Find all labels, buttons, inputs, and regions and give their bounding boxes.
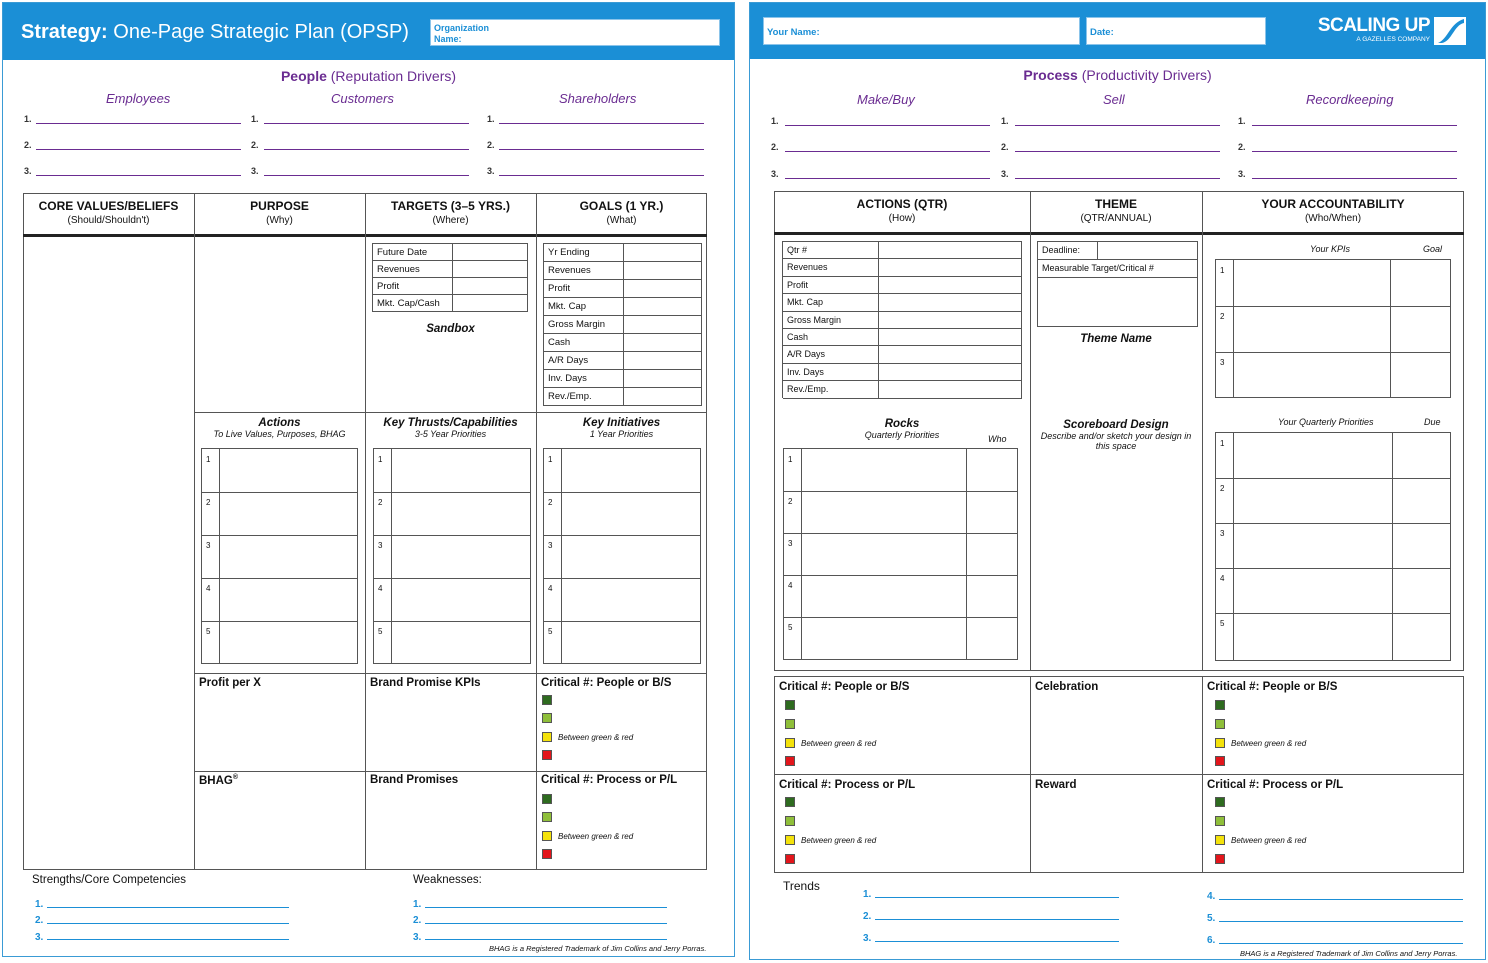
org-name-field[interactable]: Organization Name: bbox=[430, 19, 720, 46]
status-red[interactable] bbox=[542, 849, 552, 859]
process-num: 1. bbox=[1238, 116, 1246, 126]
row-number: 4 bbox=[548, 584, 553, 593]
status-red[interactable] bbox=[1215, 854, 1225, 864]
row-number: 3 bbox=[548, 541, 553, 550]
make-buy-label: Make/Buy bbox=[857, 92, 915, 107]
trend-line[interactable] bbox=[1219, 943, 1463, 944]
qtr-row-label: Cash bbox=[783, 329, 879, 346]
goal-label: Goal bbox=[1423, 244, 1443, 254]
people-num: 3. bbox=[251, 166, 259, 176]
goal-row-value[interactable] bbox=[624, 244, 702, 262]
status-dark-green[interactable] bbox=[785, 797, 795, 807]
qtr-row-label: A/R Days bbox=[783, 346, 879, 363]
status-yellow[interactable] bbox=[1215, 835, 1225, 845]
page-title: Strategy: One-Page Strategic Plan (OPSP) bbox=[21, 21, 409, 43]
left-page bbox=[2, 2, 735, 957]
strength-line[interactable] bbox=[47, 907, 289, 908]
weakness-line[interactable] bbox=[425, 939, 667, 940]
weaknesses-label: Weaknesses: bbox=[413, 874, 482, 886]
process-line[interactable] bbox=[1252, 125, 1457, 126]
status-red[interactable] bbox=[542, 750, 552, 760]
row-number: 4 bbox=[1220, 574, 1225, 583]
qtr-row-label: Rev./Emp. bbox=[783, 381, 879, 398]
measurable-label: Measurable Target/Critical # bbox=[1038, 260, 1197, 278]
your-name-field[interactable]: Your Name: bbox=[763, 17, 1080, 45]
process-num: 3. bbox=[1001, 169, 1009, 179]
status-dark-green[interactable] bbox=[542, 794, 552, 804]
status-yellow[interactable] bbox=[785, 738, 795, 748]
celebration-label: Celebration bbox=[1035, 681, 1099, 693]
qtr-row-value[interactable] bbox=[879, 294, 1022, 311]
sell-label: Sell bbox=[1103, 92, 1125, 107]
row-number: 3 bbox=[788, 539, 793, 548]
divider bbox=[194, 771, 707, 772]
rocks-grid bbox=[783, 448, 1018, 660]
footer-note: BHAG is a Registered Trademark of Jim Collins and Jerry Porras. bbox=[1240, 949, 1458, 958]
target-row-value[interactable] bbox=[453, 295, 528, 312]
target-row-value[interactable] bbox=[453, 278, 528, 295]
between-label: Between green & red bbox=[558, 832, 634, 841]
people-line[interactable] bbox=[499, 175, 704, 176]
status-light-green[interactable] bbox=[785, 816, 795, 826]
goal-row-value[interactable] bbox=[624, 352, 702, 370]
shareholders-label: Shareholders bbox=[559, 91, 637, 106]
trend-num: 3. bbox=[863, 933, 872, 944]
row-number: 2 bbox=[378, 498, 383, 507]
row-number: 2 bbox=[1220, 484, 1225, 493]
right-page bbox=[749, 2, 1486, 960]
process-line[interactable] bbox=[785, 125, 990, 126]
row-number: 5 bbox=[378, 627, 383, 636]
accountability-header: YOUR ACCOUNTABILITY (Who/When) bbox=[1261, 197, 1405, 224]
qtr-row-value[interactable] bbox=[879, 312, 1022, 329]
people-line[interactable] bbox=[264, 149, 469, 150]
kpis-grid bbox=[1215, 259, 1451, 398]
targets-table bbox=[372, 243, 528, 312]
deadline-value[interactable] bbox=[1098, 242, 1197, 260]
trends-label: Trends bbox=[783, 879, 820, 893]
people-num: 1. bbox=[487, 114, 495, 124]
between-label: Between green & red bbox=[1231, 836, 1307, 845]
divider bbox=[365, 193, 366, 870]
qtr-row-label: Revenues bbox=[783, 259, 879, 276]
status-dark-green[interactable] bbox=[1215, 797, 1225, 807]
qtr-row-value[interactable] bbox=[879, 277, 1022, 294]
status-light-green[interactable] bbox=[1215, 816, 1225, 826]
people-num: 3. bbox=[24, 166, 32, 176]
people-num: 2. bbox=[251, 140, 259, 150]
goal-row-label: Mkt. Cap bbox=[544, 298, 624, 316]
recordkeeping-label: Recordkeeping bbox=[1306, 92, 1394, 107]
row-number: 3 bbox=[378, 541, 383, 550]
trend-num: 5. bbox=[1207, 913, 1216, 924]
process-line[interactable] bbox=[1252, 151, 1457, 152]
profit-per-x-label: Profit per X bbox=[199, 677, 261, 689]
people-num: 2. bbox=[487, 140, 495, 150]
scaling-up-logo: SCALING UP A GAZELLES COMPANY bbox=[1317, 15, 1430, 43]
due-label: Due bbox=[1424, 417, 1441, 427]
goal-row-label: Revenues bbox=[544, 262, 624, 280]
people-line[interactable] bbox=[264, 175, 469, 176]
trend-num: 6. bbox=[1207, 935, 1216, 946]
status-yellow[interactable] bbox=[542, 732, 552, 742]
row-number: 4 bbox=[788, 581, 793, 590]
process-line[interactable] bbox=[785, 151, 990, 152]
weakness-num: 2. bbox=[413, 915, 422, 926]
status-yellow[interactable] bbox=[1215, 738, 1225, 748]
process-num: 2. bbox=[1238, 142, 1246, 152]
row-number: 1 bbox=[378, 455, 383, 464]
process-line[interactable] bbox=[1015, 151, 1220, 152]
goal-row-value[interactable] bbox=[624, 334, 702, 352]
status-dark-green[interactable] bbox=[542, 695, 552, 705]
strength-line[interactable] bbox=[47, 923, 289, 924]
qtr-row-label: Qtr # bbox=[783, 242, 879, 259]
process-num: 1. bbox=[1001, 116, 1009, 126]
between-label: Between green & red bbox=[558, 733, 634, 742]
priorities-grid bbox=[1215, 432, 1451, 661]
goal-row-value[interactable] bbox=[624, 316, 702, 334]
trend-line[interactable] bbox=[1219, 899, 1463, 900]
goal-row-label: Inv. Days bbox=[544, 370, 624, 388]
strength-num: 3. bbox=[35, 932, 44, 943]
actions-qtr-header: ACTIONS (QTR) (How) bbox=[856, 197, 948, 224]
sandbox-label: Sandbox bbox=[426, 323, 475, 335]
scoreboard-title: Scoreboard Design Describe and/or sketch your design in this space bbox=[1040, 419, 1192, 451]
table-header-rule bbox=[774, 232, 1464, 235]
process-line[interactable] bbox=[1252, 178, 1457, 179]
process-num: 1. bbox=[771, 116, 779, 126]
goal-row-value[interactable] bbox=[624, 280, 702, 298]
goal-row-label: Profit bbox=[544, 280, 624, 298]
status-light-green[interactable] bbox=[1215, 719, 1225, 729]
thrusts-grid bbox=[373, 448, 531, 664]
people-num: 3. bbox=[487, 166, 495, 176]
target-row-label: Mkt. Cap/Cash bbox=[373, 295, 453, 312]
actions-grid bbox=[201, 448, 358, 664]
employees-label: Employees bbox=[106, 91, 171, 106]
rocks-title: Rocks Quarterly Priorities bbox=[864, 418, 940, 440]
row-number: 2 bbox=[1220, 312, 1225, 321]
weakness-line[interactable] bbox=[425, 923, 667, 924]
row-number: 5 bbox=[206, 627, 211, 636]
goals-header: GOALS (1 YR.) (What) bbox=[579, 199, 664, 226]
row-number: 1 bbox=[788, 455, 793, 464]
goal-row-value[interactable] bbox=[624, 298, 702, 316]
divider bbox=[774, 774, 1464, 775]
process-num: 3. bbox=[771, 169, 779, 179]
status-yellow[interactable] bbox=[785, 835, 795, 845]
trend-num: 2. bbox=[863, 911, 872, 922]
date-field[interactable]: Date: bbox=[1086, 17, 1266, 45]
actions-title: Actions To Live Values, Purposes, BHAG bbox=[213, 417, 346, 439]
row-number: 1 bbox=[1220, 266, 1225, 275]
purpose-header: PURPOSE (Why) bbox=[250, 199, 309, 226]
goal-row-label: Gross Margin bbox=[544, 316, 624, 334]
bhag-label: BHAG® bbox=[199, 774, 239, 787]
quarterly-priorities-label: Your Quarterly Priorities bbox=[1278, 417, 1374, 427]
qtr-row-value[interactable] bbox=[879, 346, 1022, 363]
row-number: 1 bbox=[206, 455, 211, 464]
people-line[interactable] bbox=[36, 175, 241, 176]
qtr-row-value[interactable] bbox=[879, 329, 1022, 346]
trend-num: 4. bbox=[1207, 891, 1216, 902]
people-num: 2. bbox=[24, 140, 32, 150]
status-light-green[interactable] bbox=[542, 812, 552, 822]
process-line[interactable] bbox=[1015, 178, 1220, 179]
theme-header: THEME (QTR/ANNUAL) bbox=[1080, 197, 1152, 224]
theme-name-label: Theme Name bbox=[1080, 333, 1152, 345]
row-number: 2 bbox=[548, 498, 553, 507]
goal-row-label: Yr Ending bbox=[544, 244, 624, 262]
thrusts-title: Key Thrusts/Capabilities 3-5 Year Priorities bbox=[383, 417, 518, 439]
process-num: 3. bbox=[1238, 169, 1246, 179]
theme-target-box bbox=[1037, 241, 1198, 327]
strength-line[interactable] bbox=[47, 939, 289, 940]
goal-row-label: A/R Days bbox=[544, 352, 624, 370]
initiatives-title: Key Initiatives 1 Year Priorities bbox=[582, 417, 661, 439]
goal-row-label: Rev./Emp. bbox=[544, 388, 624, 406]
customers-label: Customers bbox=[331, 91, 394, 106]
qtr-row-label: Profit bbox=[783, 277, 879, 294]
row-number: 1 bbox=[1220, 439, 1225, 448]
between-label: Between green & red bbox=[1231, 739, 1307, 748]
row-number: 3 bbox=[1220, 358, 1225, 367]
process-num: 2. bbox=[1001, 142, 1009, 152]
between-label: Between green & red bbox=[801, 739, 877, 748]
status-red[interactable] bbox=[1215, 756, 1225, 766]
scaling-up-logo-icon bbox=[1434, 17, 1466, 45]
initiatives-grid bbox=[543, 448, 701, 664]
divider bbox=[194, 412, 707, 413]
target-row-label: Profit bbox=[373, 278, 453, 295]
status-red[interactable] bbox=[785, 854, 795, 864]
target-row-label: Future Date bbox=[373, 244, 453, 261]
qtr-row-value[interactable] bbox=[879, 259, 1022, 276]
qtr-table bbox=[782, 241, 1022, 398]
status-dark-green[interactable] bbox=[1215, 700, 1225, 710]
row-number: 2 bbox=[788, 497, 793, 506]
weakness-line[interactable] bbox=[425, 907, 667, 908]
row-number: 4 bbox=[378, 584, 383, 593]
targets-header: TARGETS (3–5 YRS.) (Where) bbox=[391, 199, 510, 226]
people-line[interactable] bbox=[499, 149, 704, 150]
between-label: Between green & red bbox=[801, 836, 877, 845]
weakness-num: 1. bbox=[413, 899, 422, 910]
goal-row-value[interactable] bbox=[624, 388, 702, 406]
trend-line[interactable] bbox=[875, 897, 1119, 898]
trend-line[interactable] bbox=[875, 919, 1119, 920]
goal-row-value[interactable] bbox=[624, 262, 702, 280]
qtr-row-label: Inv. Days bbox=[783, 364, 879, 381]
status-red[interactable] bbox=[785, 756, 795, 766]
divider bbox=[1202, 191, 1203, 671]
who-label: Who bbox=[988, 434, 1007, 444]
target-row-label: Revenues bbox=[373, 261, 453, 278]
reward-label: Reward bbox=[1035, 779, 1077, 791]
row-number: 5 bbox=[548, 627, 553, 636]
row-number: 4 bbox=[206, 584, 211, 593]
status-dark-green[interactable] bbox=[785, 700, 795, 710]
status-light-green[interactable] bbox=[542, 713, 552, 723]
trend-line[interactable] bbox=[875, 941, 1119, 942]
people-num: 1. bbox=[24, 114, 32, 124]
trend-line[interactable] bbox=[1219, 921, 1463, 922]
row-number: 3 bbox=[206, 541, 211, 550]
trend-num: 1. bbox=[863, 889, 872, 900]
divider bbox=[536, 193, 537, 870]
status-light-green[interactable] bbox=[785, 719, 795, 729]
process-num: 2. bbox=[771, 142, 779, 152]
brand-kpis-label: Brand Promise KPIs bbox=[370, 677, 481, 689]
goal-row-label: Cash bbox=[544, 334, 624, 352]
weakness-num: 3. bbox=[413, 932, 422, 943]
divider bbox=[194, 193, 195, 870]
target-row-value[interactable] bbox=[453, 261, 528, 278]
qtr-row-label: Gross Margin bbox=[783, 312, 879, 329]
core-values-header: CORE VALUES/BELIEFS (Should/Shouldn't) bbox=[38, 199, 179, 226]
people-title: People (Reputation Drivers) bbox=[280, 68, 457, 84]
deadline-label: Deadline: bbox=[1038, 242, 1098, 260]
critical-people-label: Critical #: People or B/S bbox=[541, 677, 672, 689]
row-number: 2 bbox=[206, 498, 211, 507]
qtr-row-label: Mkt. Cap bbox=[783, 294, 879, 311]
status-yellow[interactable] bbox=[542, 831, 552, 841]
process-line[interactable] bbox=[1015, 125, 1220, 126]
critical-process-label: Critical #: Process or P/L bbox=[1207, 779, 1344, 791]
people-line[interactable] bbox=[36, 149, 241, 150]
footer-note: BHAG is a Registered Trademark of Jim Collins and Jerry Porras. bbox=[489, 944, 707, 953]
process-line[interactable] bbox=[785, 178, 990, 179]
divider bbox=[194, 673, 707, 674]
strengths-label: Strengths/Core Competencies bbox=[32, 874, 187, 886]
row-number: 5 bbox=[1220, 619, 1225, 628]
qtr-row-value[interactable] bbox=[879, 381, 1022, 398]
qtr-row-value[interactable] bbox=[879, 242, 1022, 259]
goals-table bbox=[543, 243, 702, 406]
critical-people-label: Critical #: People or B/S bbox=[1207, 681, 1338, 693]
row-number: 5 bbox=[788, 623, 793, 632]
strength-num: 1. bbox=[35, 899, 44, 910]
critical-people-label: Critical #: People or B/S bbox=[779, 681, 910, 693]
brand-promises-label: Brand Promises bbox=[370, 774, 459, 786]
critical-process-label: Critical #: Process or P/L bbox=[779, 779, 916, 791]
critical-process-label: Critical #: Process or P/L bbox=[541, 774, 678, 786]
row-number: 1 bbox=[548, 455, 553, 464]
qtr-row-value[interactable] bbox=[879, 364, 1022, 381]
process-title: Process (Productivity Drivers) bbox=[1023, 67, 1212, 83]
target-row-value[interactable] bbox=[453, 244, 528, 261]
kpis-label: Your KPIs bbox=[1310, 244, 1351, 254]
goal-row-value[interactable] bbox=[624, 370, 702, 388]
people-line[interactable] bbox=[36, 123, 241, 124]
people-line[interactable] bbox=[264, 123, 469, 124]
people-line[interactable] bbox=[499, 123, 704, 124]
row-number: 3 bbox=[1220, 529, 1225, 538]
people-num: 1. bbox=[251, 114, 259, 124]
strength-num: 2. bbox=[35, 915, 44, 926]
